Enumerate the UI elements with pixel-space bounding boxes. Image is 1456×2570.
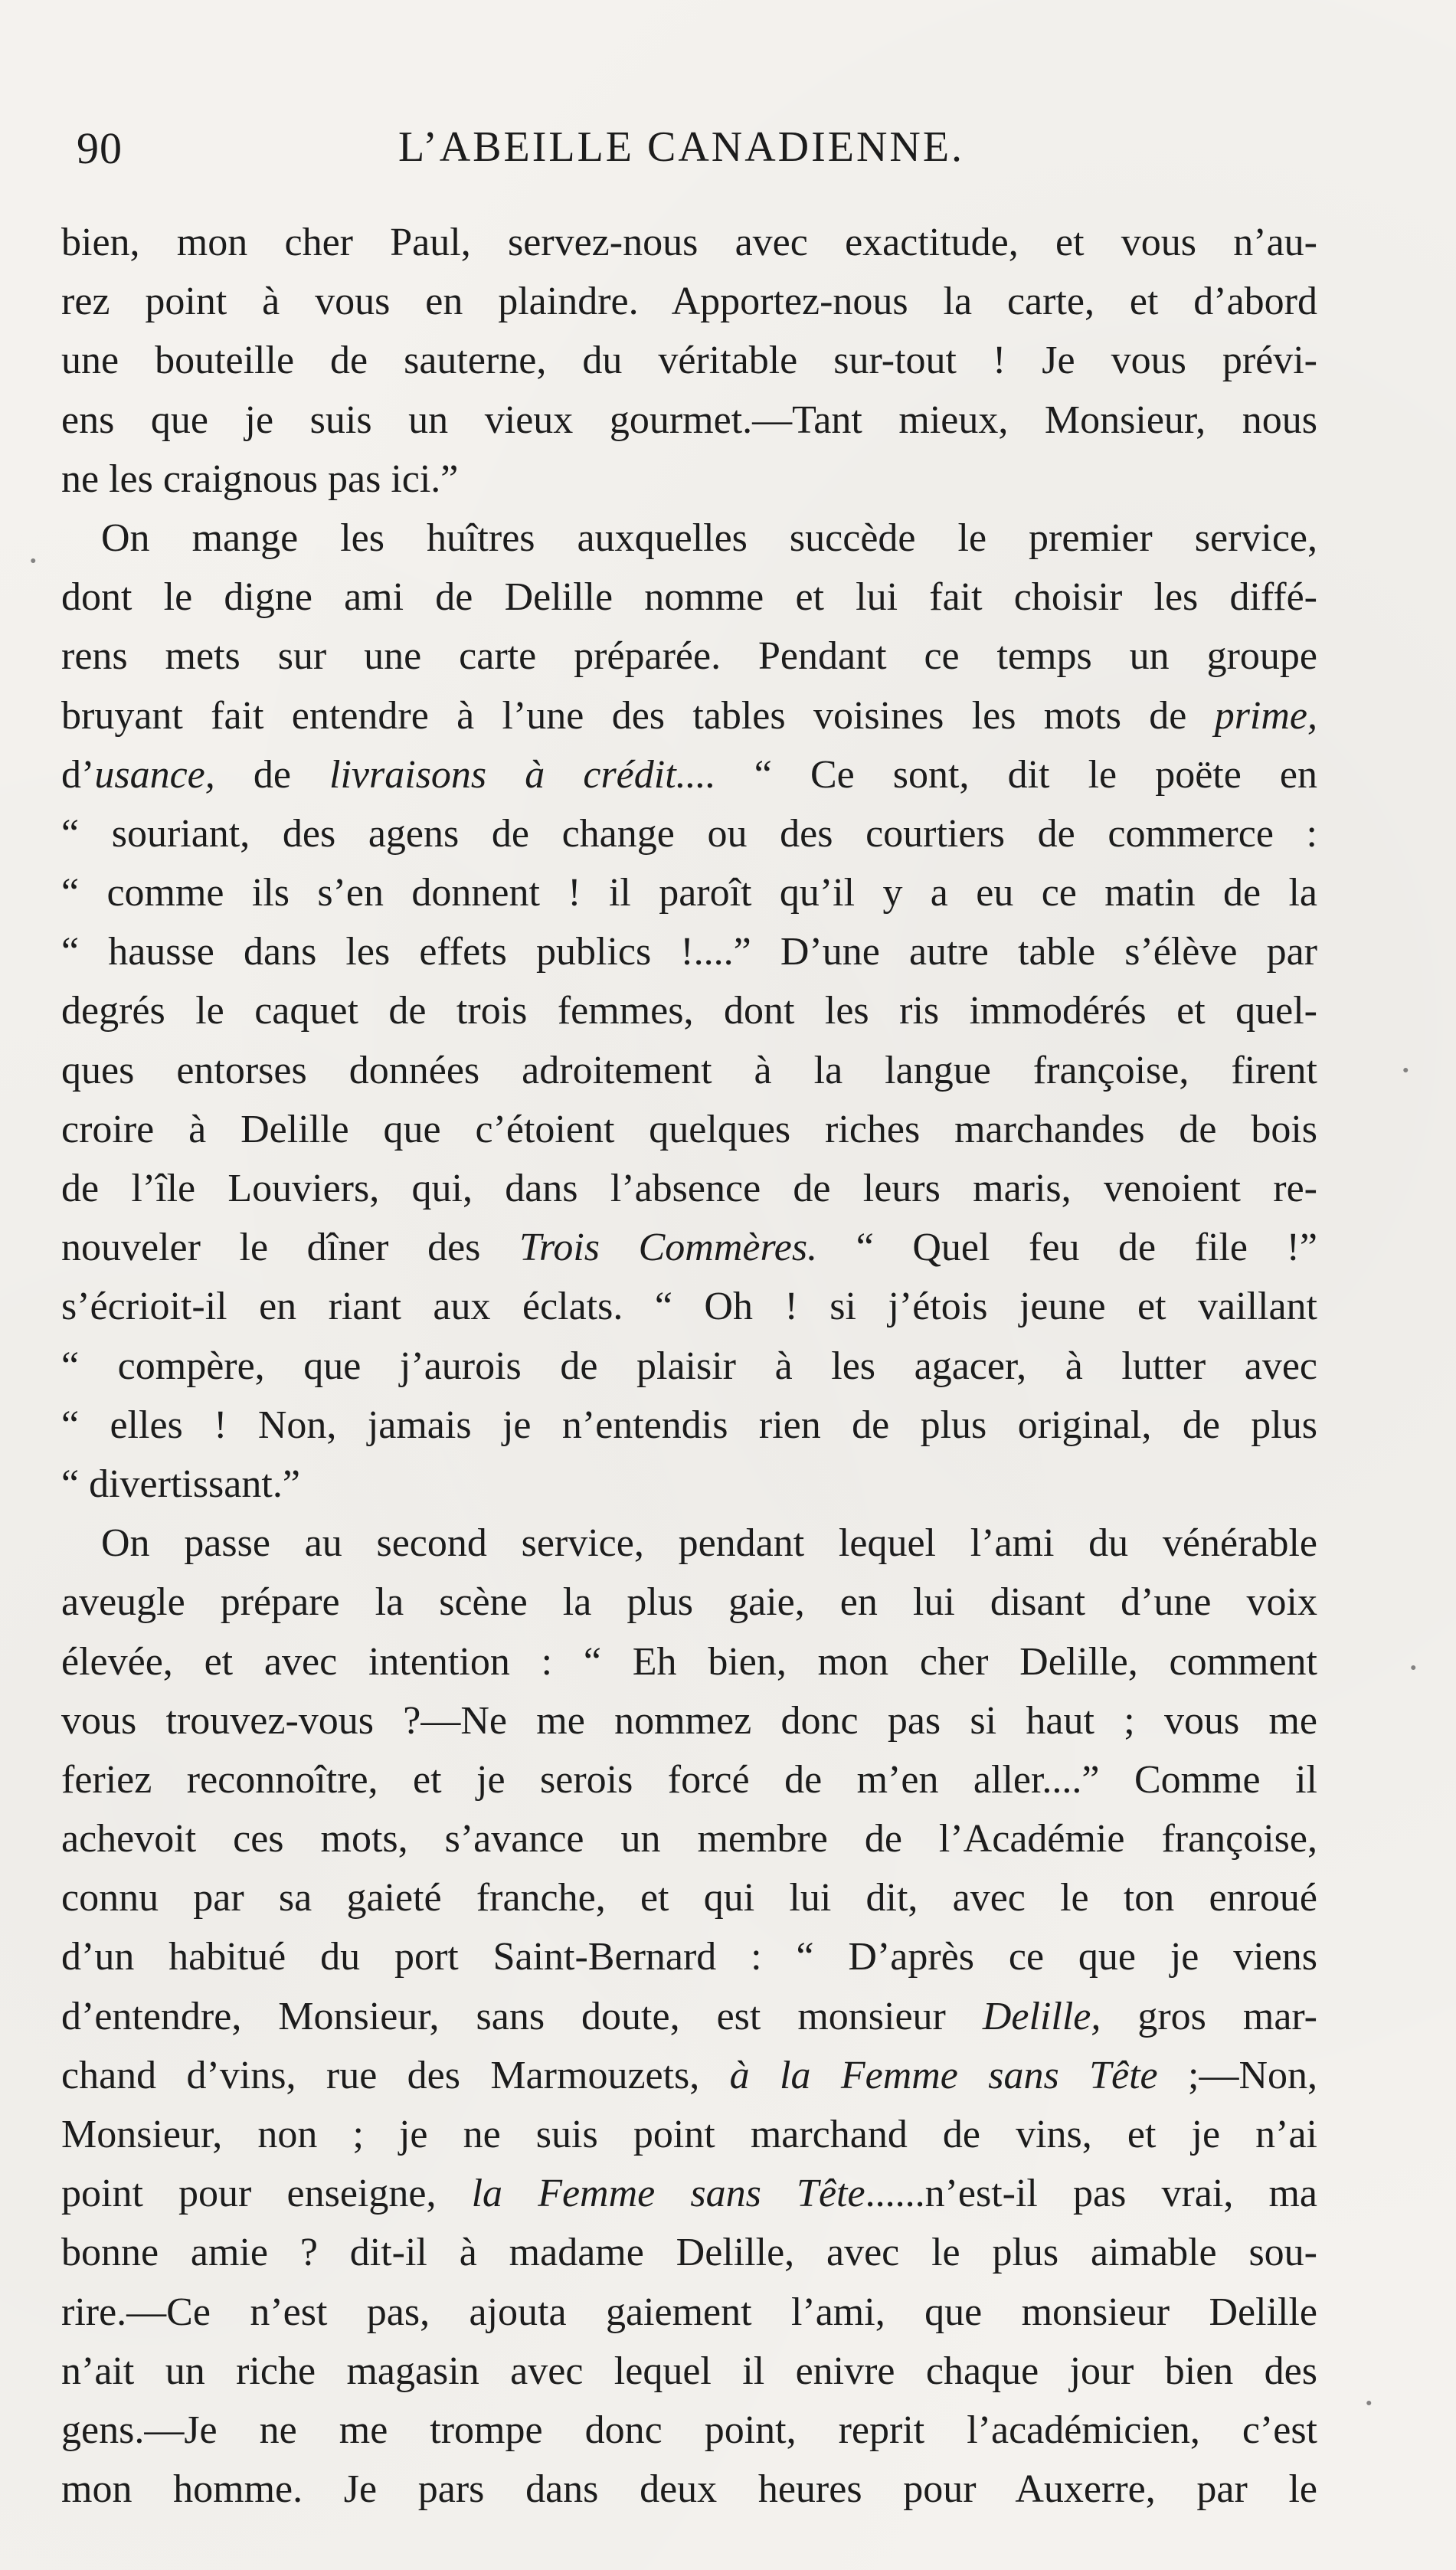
running-title: L’ABEILLE CANADIENNE.	[398, 123, 965, 171]
text-line: “ divertissant.”	[61, 1462, 300, 1506]
text-segment: de	[214, 752, 330, 797]
text-line: ne les craignous pas ici.”	[61, 457, 459, 501]
text-line	[61, 2046, 1317, 2105]
text-line	[61, 1987, 1317, 2046]
text-line: croire à Delille que c’étoient quelques riches marchandes de bois	[61, 1107, 1317, 1151]
text-line: bonne amie ? dit-il à madame Delille, avec le plus aimable sou-	[61, 2231, 1317, 2275]
text-line: “ comme ils s’en donnent ! il paroît qu’il y a eu ce matin de la	[61, 871, 1317, 915]
text-segment: ......n’est-il pas vrai, ma	[865, 2172, 1318, 2216]
italic-phrase: la Femme sans Tête	[471, 2172, 865, 2216]
page-number: 90	[77, 123, 123, 173]
text-line: ens que je suis un vieux gourmet.—Tant mieux, Monsieur, nous	[61, 398, 1317, 442]
margin-smudge-icon: ·	[1400, 1049, 1412, 1091]
text-line: ques entorses données adroitement à la langue françoise, firent	[61, 1048, 1317, 1092]
italic-phrase: à la Femme sans Tête	[729, 2053, 1158, 2097]
italic-phrase: livraisons à crédit....	[329, 752, 716, 797]
margin-smudge-icon: ·	[1363, 2382, 1375, 2424]
text-segment: nouveler le dîner des	[61, 1226, 481, 1270]
text-segment: d’	[61, 752, 95, 797]
text-line: “ compère, que j’aurois de plaisir à les agacer, à lutter avec	[61, 1344, 1317, 1388]
text-line: rens mets sur une carte préparée. Pendant ce temps un groupe	[61, 634, 1317, 679]
text-line: connu par sa gaieté franche, et qui lui dit, avec le ton enroué	[61, 1876, 1317, 1920]
page-header	[77, 123, 1310, 192]
margin-smudge-icon: ·	[28, 540, 39, 581]
text-line: On passe au second service, pendant lequel l’ami du vénérable	[101, 1521, 1317, 1566]
italic-phrase: usance,	[94, 752, 215, 797]
text-line	[61, 2164, 1317, 2223]
text-line: rire.—Ce n’est pas, ajouta gaiement l’ami, que monsieur Delille	[61, 2290, 1317, 2334]
text-segment: bruyant fait entendre à l’une des tables voisines les mots de	[61, 693, 1187, 738]
text-line: aveugle prépare la scène la plus gaie, en lui disant d’une voix	[61, 1580, 1317, 1625]
text-line: degrés le caquet de trois femmes, dont les ris immodérés et quel-	[61, 989, 1317, 1033]
text-segment: point pour enseigne,	[61, 2172, 437, 2216]
text-line: gens.—Je ne me trompe donc point, reprit l’académicien, c’est	[61, 2408, 1317, 2452]
text-line: “ hausse dans les effets publics !....” D’une autre table s’élève par	[61, 930, 1317, 974]
text-line: n’ait un riche magasin avec lequel il enivre chaque jour bien des	[61, 2349, 1317, 2393]
text-segment: chand d’vins, rue des Marmouzets,	[61, 2053, 700, 2097]
text-line: bien, mon cher Paul, servez-nous avec exactitude, et vous n’au-	[61, 221, 1317, 264]
italic-phrase: prime,	[1214, 693, 1318, 738]
text-line: “ elles ! Non, jamais je n’entendis rien de plus original, de plus	[61, 1403, 1317, 1447]
text-line: achevoit ces mots, s’avance un membre de l’Académie françoise,	[61, 1817, 1317, 1861]
text-segment: ;—Non,	[1157, 2053, 1318, 2097]
margin-smudge-icon: ·	[1408, 1647, 1419, 1688]
text-segment: “ Ce sont, dit le poëte en	[715, 752, 1317, 797]
body-text	[61, 213, 1317, 2519]
text-line: élevée, et avec intention : “ Eh bien, mon cher Delille, comment	[61, 1639, 1317, 1684]
text-line	[61, 1218, 1317, 1277]
text-segment: “ Quel feu de file !”	[817, 1226, 1317, 1270]
text-line: rez point à vous en plaindre. Apportez-nous la carte, et d’abord	[61, 280, 1317, 324]
text-line: vous trouvez-vous ?—Ne me nommez donc pas si haut ; vous me	[61, 1698, 1317, 1743]
text-line: s’écrioit-il en riant aux éclats. “ Oh ! si j’étois jeune et vaillant	[61, 1285, 1317, 1329]
text-line: “ souriant, des agens de change ou des courtiers de commerce :	[61, 811, 1317, 856]
text-line: Monsieur, non ; je ne suis point marchand de vins, et je n’ai	[61, 2113, 1317, 2156]
text-line: de l’île Louviers, qui, dans l’absence de leurs maris, venoient re-	[61, 1167, 1317, 1210]
text-line: On mange les huîtres auxquelles succède le premier service,	[101, 516, 1317, 560]
italic-phrase: Trois Commères.	[519, 1226, 818, 1270]
text-line	[61, 745, 1317, 804]
text-line: dont le digne ami de Delille nomme et lui fait choisir les diffé-	[61, 575, 1317, 620]
text-segment: gros mar-	[1101, 1994, 1317, 2038]
text-line	[61, 686, 1317, 745]
text-line: d’un habitué du port Saint-Bernard : “ D’après ce que je viens	[61, 1935, 1317, 1979]
text-line: une bouteille de sauterne, du véritable sur-tout ! Je vous prévi-	[61, 339, 1317, 383]
italic-phrase: Delille,	[982, 1994, 1101, 2038]
text-segment: d’entendre, Monsieur, sans doute, est monsieur	[61, 1994, 946, 2038]
text-line: feriez reconnoître, et je serois forcé de m’en aller....” Comme il	[61, 1757, 1317, 1802]
text-line: mon homme. Je pars dans deux heures pour Auxerre, par le	[61, 2467, 1317, 2512]
